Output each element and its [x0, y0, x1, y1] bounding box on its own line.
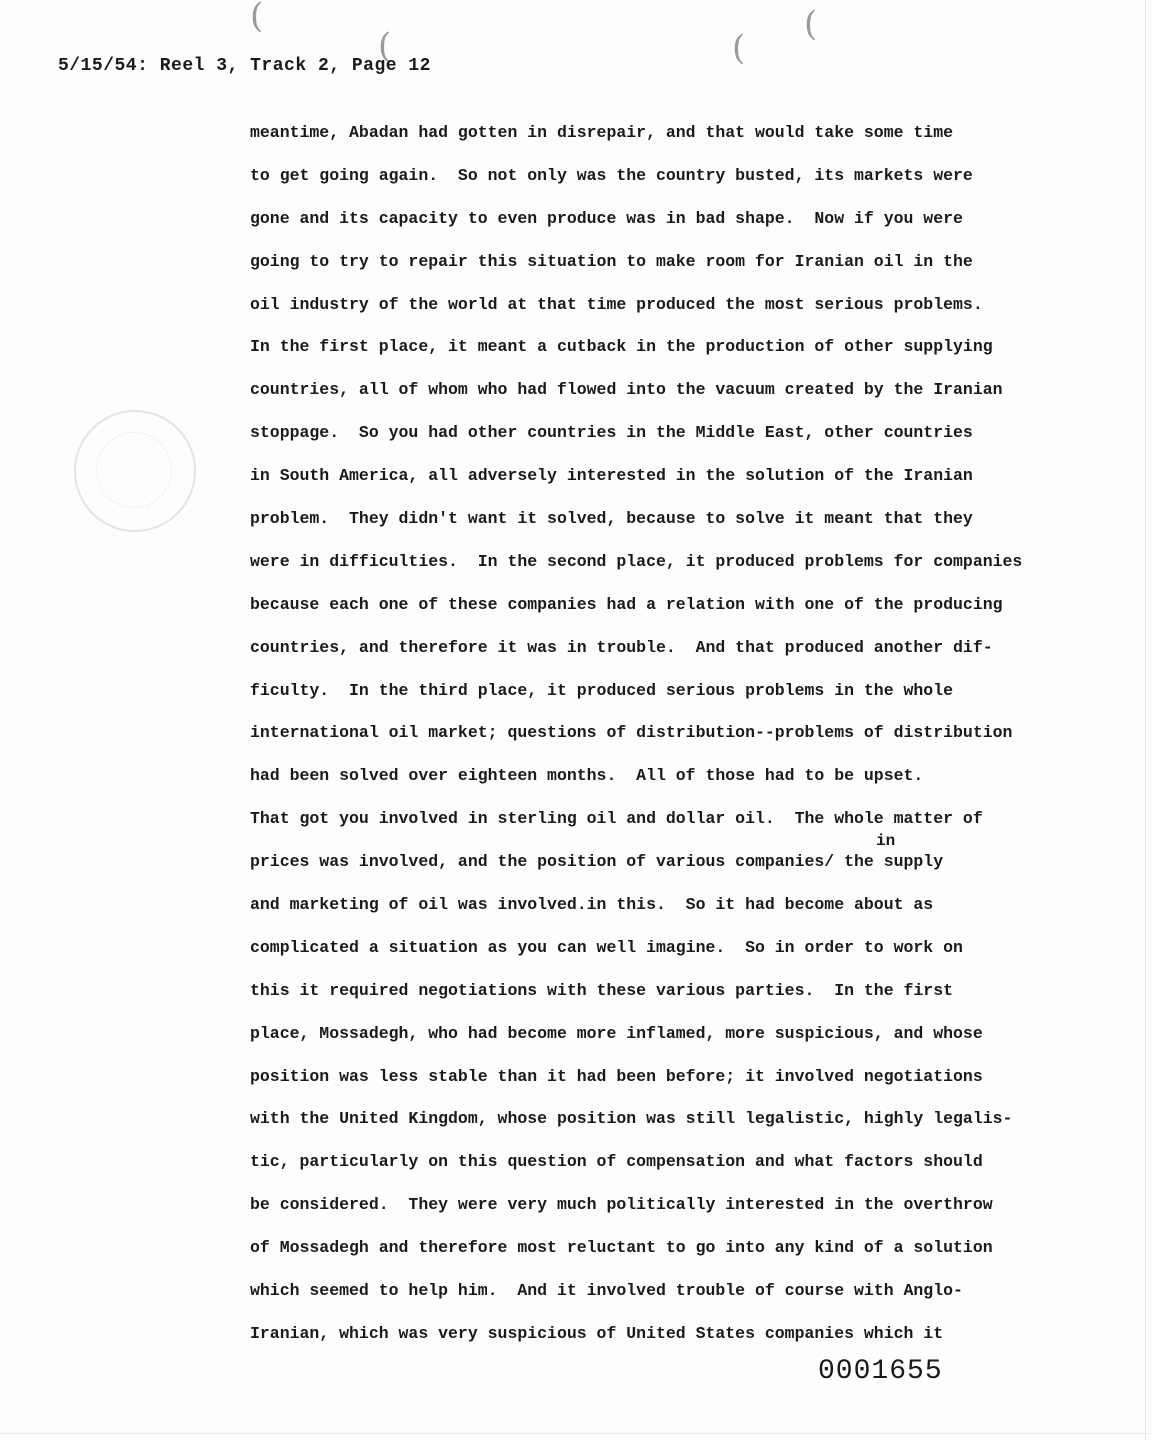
- text-line: stoppage. So you had other countries in the Middle East, other countries: [250, 423, 973, 443]
- text-line: countries, all of whom who had flowed into the vacuum created by the Iranian: [250, 380, 1003, 400]
- text-line: and marketing of oil was involved.in this. So it had become about as: [250, 895, 934, 915]
- text-line: were in difficulties. In the second place, it produced problems for companies: [250, 551, 1023, 571]
- text-line: of Mossadegh and therefore most reluctant to go into any kind of a solution: [250, 1238, 993, 1258]
- text-line: That got you involved in sterling oil and dollar oil. The whole matter of: [250, 809, 983, 829]
- text-line: had been solved over eighteen months. All of those had to be upset.: [250, 766, 924, 786]
- text-line: prices was involved, and the position of various companies/ the supply: [250, 852, 944, 872]
- text-line: In the first place, it meant a cutback in the production of other supplying: [250, 337, 993, 357]
- text-line: position was less stable than it had been before; it involved negotiations: [250, 1066, 983, 1086]
- text-line: problem. They didn't want it solved, because to solve it meant that they: [250, 509, 973, 529]
- text-line: tic, particularly on this question of compensation and what factors should: [250, 1152, 983, 1172]
- margin-mark: (: [804, 4, 818, 44]
- page-header: 5/15/54: Reel 3, Track 2, Page 12: [58, 56, 431, 76]
- page-right-edge: [1145, 0, 1146, 1440]
- interlinear-insertion: in: [876, 832, 896, 850]
- archive-seal-inner: [96, 432, 172, 508]
- text-line: be considered. They were very much politically interested in the overthrow: [250, 1195, 993, 1215]
- text-line: ficulty. In the third place, it produced serious problems in the whole: [250, 680, 954, 700]
- text-line: Iranian, which was very suspicious of United States companies which it: [250, 1323, 944, 1343]
- page-bottom-edge: [0, 1433, 1152, 1434]
- transcript-body: [250, 118, 1090, 1362]
- text-line: international oil market; questions of distribution--problems of distribution: [250, 723, 1013, 743]
- text-line: going to try to repair this situation to make room for Iranian oil in the: [250, 251, 973, 271]
- text-line: with the United Kingdom, whose position was still legalistic, highly legalis-: [250, 1109, 1013, 1129]
- text-line: in South America, all adversely interested in the solution of the Iranian: [250, 466, 973, 486]
- text-line: meantime, Abadan had gotten in disrepair, and that would take some time: [250, 123, 954, 142]
- text-line: which seemed to help him. And it involved trouble of course with Anglo-: [250, 1281, 963, 1301]
- margin-mark: (: [732, 28, 746, 68]
- text-line: gone and its capacity to even produce was in bad shape. Now if you were: [250, 208, 963, 228]
- margin-mark: (: [250, 0, 264, 36]
- text-line: because each one of these companies had a relation with one of the producing: [250, 594, 1003, 614]
- margin-mark: (: [378, 26, 392, 66]
- text-line: countries, and therefore it was in trouble. And that produced another dif-: [250, 637, 993, 657]
- document-number: 0001655: [818, 1356, 943, 1387]
- text-line: oil industry of the world at that time produced the most serious problems.: [250, 294, 983, 314]
- text-line: place, Mossadegh, who had become more inflamed, more suspicious, and whose: [250, 1023, 983, 1043]
- text-line: complicated a situation as you can well imagine. So in order to work on: [250, 937, 963, 957]
- text-line: to get going again. So not only was the country busted, its markets were: [250, 165, 973, 185]
- text-line: this it required negotiations with these various parties. In the first: [250, 980, 954, 1000]
